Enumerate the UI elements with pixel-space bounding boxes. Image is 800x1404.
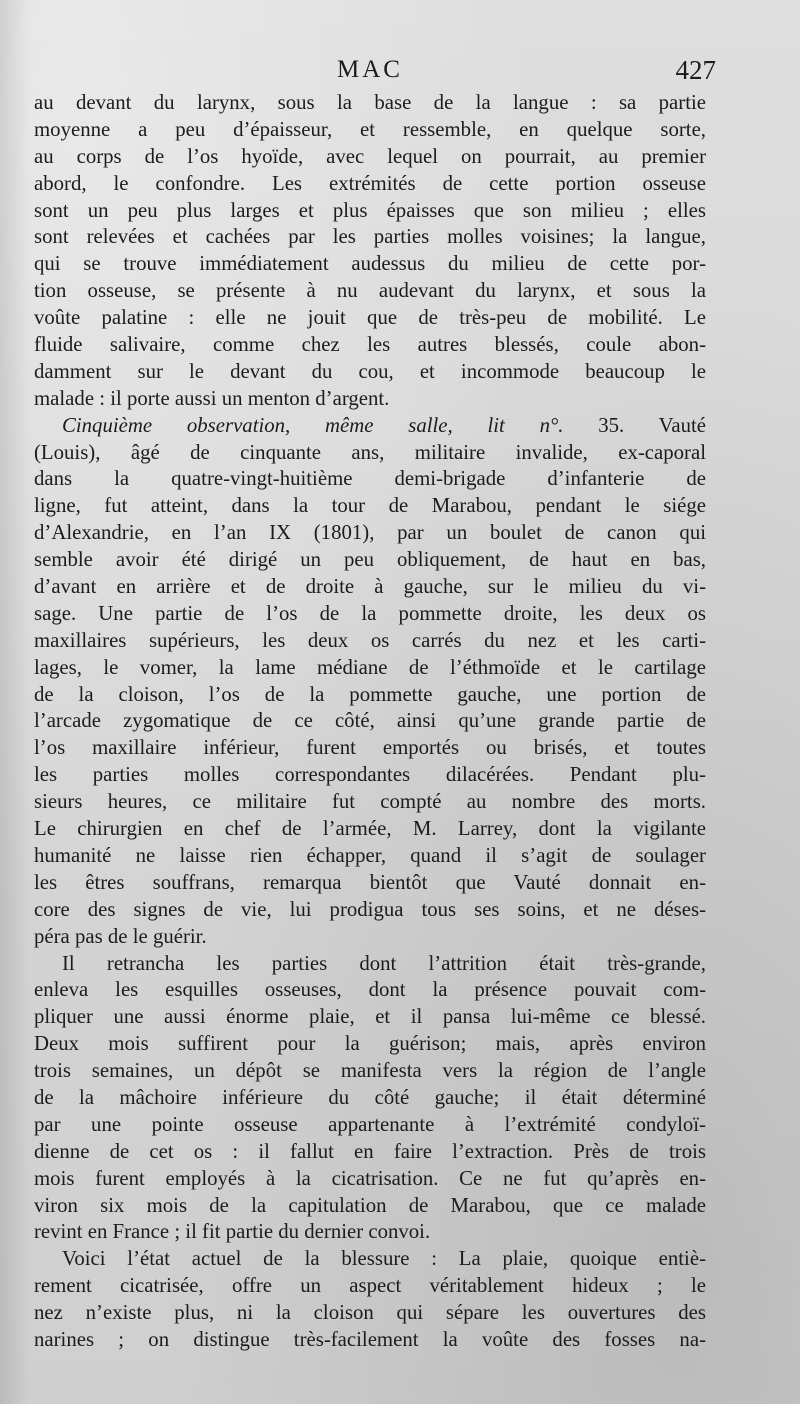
body-text <box>34 90 706 1354</box>
running-head: MAC <box>337 56 403 83</box>
text-line: l’arcade zygomatique de ce côté, ainsi qu’une grande partie de <box>34 709 706 733</box>
text-line: revint en France ; il fit partie du dernier convoi. <box>34 1220 431 1244</box>
text-line: sont un peu plus larges et plus épaisses que son milieu ; elles <box>34 198 706 222</box>
text-line: sage. Une partie de l’os de la pommette droite, les deux os <box>34 601 706 625</box>
page-edge-shadow <box>0 0 30 1404</box>
text-line: maxillaires supérieurs, les deux os carrés du nez et les carti- <box>34 628 706 652</box>
text-line: de la cloison, l’os de la pommette gauche, une portion de <box>34 682 706 706</box>
text-line: pliquer une aussi énorme plaie, et il pansa lui-même ce blessé. <box>34 1005 706 1029</box>
observation-rest: 35. Vauté <box>563 413 706 437</box>
text-line: Il retrancha les parties dont l’attrition était très-grande, <box>62 951 706 975</box>
text-line: moyenne a peu d’épaisseur, et ressemble, en quelque sorte, <box>34 117 706 141</box>
text-line: Deux mois suffirent pour la guérison; mais, après environ <box>34 1032 706 1056</box>
text-line: nez n’existe plus, ni la cloison qui sépare les ouvertures des <box>34 1301 706 1325</box>
text-line: Le chirurgien en chef de l’armée, M. Larrey, dont la vigilante <box>34 817 706 841</box>
text-line: tion osseuse, se présente à nu audevant du larynx, et sous la <box>34 279 706 303</box>
text-line: d’Alexandrie, en l’an IX (1801), par un boulet de canon qui <box>34 521 706 545</box>
text-line: core des signes de vie, lui prodigua tous ses soins, et ne déses- <box>34 897 706 921</box>
text-line: narines ; on distingue très-facilement la voûte des fosses na- <box>34 1327 706 1351</box>
text-line: d’avant en arrière et de droite à gauche, sur le milieu du vi- <box>34 575 706 599</box>
text-line: mois furent employés à la cicatrisation. Ce ne fut qu’après en- <box>34 1166 706 1190</box>
observation-heading-line <box>34 413 706 440</box>
text-line: qui se trouve immédiatement audessus du milieu de cette por- <box>34 252 706 276</box>
text-line: sont relevées et cachées par les parties molles voisines; la langue, <box>34 225 706 249</box>
text-line: voûte palatine : elle ne jouit que de très-peu de mobilité. Le <box>34 306 706 330</box>
book-page <box>34 52 716 1351</box>
text-line: lages, le vomer, la lame médiane de l’éthmoïde et le cartilage <box>34 655 706 679</box>
text-line: par une pointe osseuse appartenante à l’extrémité condyloï- <box>34 1112 706 1136</box>
text-line: rement cicatrisée, offre un aspect véritablement hideux ; le <box>34 1274 706 1298</box>
text-line: abord, le confondre. Les extrémités de cette portion osseuse <box>34 171 706 195</box>
text-line: (Louis), âgé de cinquante ans, militaire invalide, ex-caporal <box>34 440 706 464</box>
observation-label: Cinquième observation, même salle, lit n°. <box>62 413 564 437</box>
text-line: Voici l’état actuel de la blessure : La plaie, quoique entiè- <box>62 1247 706 1271</box>
text-line: dienne de cet os : il fallut en faire l’extraction. Près de trois <box>34 1139 706 1163</box>
text-line: ligne, fut atteint, dans la tour de Marabou, pendant le siége <box>34 494 706 518</box>
text-line: sieurs heures, ce militaire fut compté au nombre des morts. <box>34 790 706 814</box>
text-line: trois semaines, un dépôt se manifesta vers la région de l’angle <box>34 1059 706 1083</box>
text-line: dans la quatre-vingt-huitième demi-brigade d’infanterie de <box>34 467 706 491</box>
text-line: péra pas de le guérir. <box>34 924 207 948</box>
page-number: 427 <box>675 55 716 85</box>
text-line: damment sur le devant du cou, et incommode beaucoup le <box>34 359 706 383</box>
page-header <box>34 52 716 92</box>
text-line: au devant du larynx, sous la base de la langue : sa partie <box>34 91 706 114</box>
text-line: fluide salivaire, comme chez les autres blessés, coule abon- <box>34 333 706 357</box>
text-line: enleva les esquilles osseuses, dont la présence pouvait com- <box>34 978 706 1002</box>
text-line: humanité ne laisse rien échapper, quand il s’agit de soulager <box>34 843 706 867</box>
text-line: malade : il porte aussi un menton d’argent. <box>34 386 390 410</box>
text-line: les parties molles correspondantes dilacérées. Pendant plu- <box>34 763 706 787</box>
text-line: les êtres souffrans, remarqua bientôt que Vauté donnait en- <box>34 870 706 894</box>
text-line: de la mâchoire inférieure du côté gauche; il était déterminé <box>34 1085 706 1109</box>
text-line: au corps de l’os hyoïde, avec lequel on pourrait, au premier <box>34 144 706 168</box>
text-line: semble avoir été dirigé un peu obliquement, de haut en bas, <box>34 548 706 572</box>
text-line: l’os maxillaire inférieur, furent emportés ou brisés, et toutes <box>34 736 706 760</box>
text-line: viron six mois de la capitulation de Marabou, que ce malade <box>34 1193 706 1217</box>
